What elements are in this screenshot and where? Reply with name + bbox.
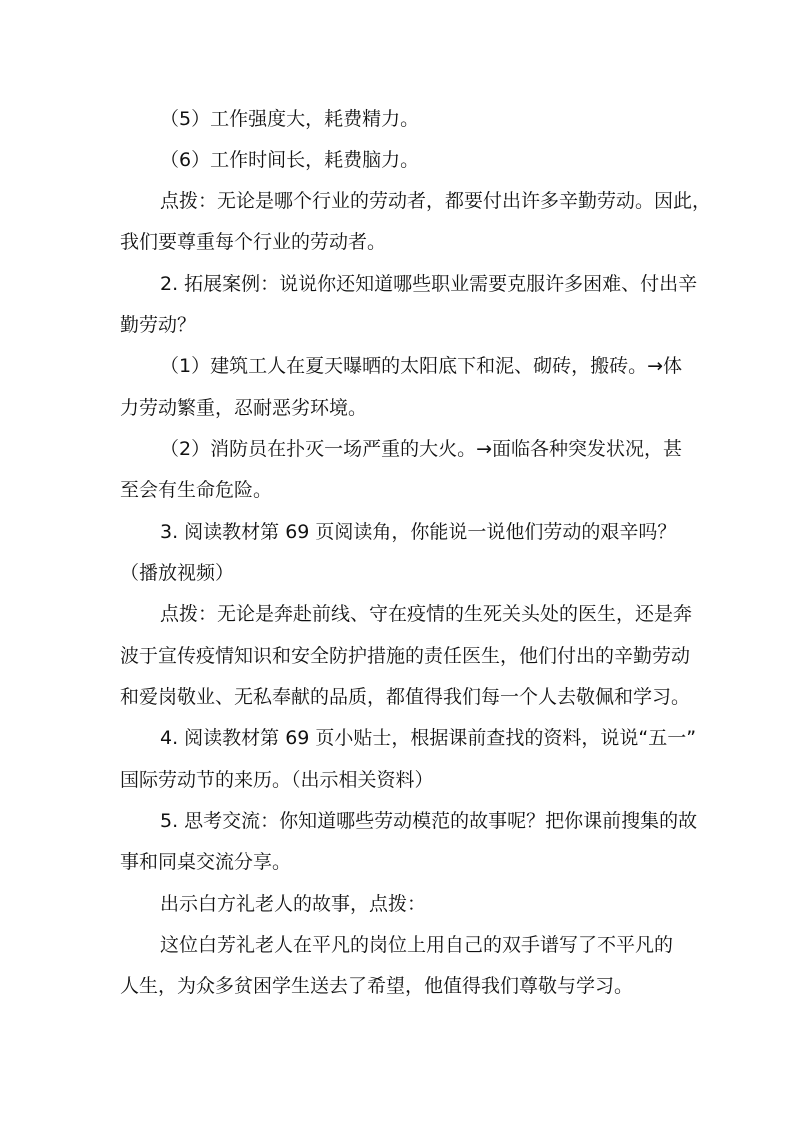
text-line: （6）工作时间长，耗费脑力。 <box>160 149 420 171</box>
text-line: （播放视频） <box>120 562 235 584</box>
text-line: 力劳动繁重，忍耐恶劣环境。 <box>120 397 368 419</box>
text-line: 我们要尊重每个行业的劳动者。 <box>120 231 387 253</box>
text-line: （5）工作强度大，耗费精力。 <box>160 108 420 130</box>
text-line: （2）消防员在扑灭一场严重的大火。→面临各种突发状况，甚 <box>160 438 683 460</box>
text-line: （1）建筑工人在夏天曝晒的太阳底下和泥、砌砖，搬砖。→体 <box>160 355 683 377</box>
text-line: 至会有生命危险。 <box>120 479 273 501</box>
text-line: 2. 拓展案例：说说你还知道哪些职业需要克服许多困难、付出辛 <box>160 273 698 295</box>
text-line: 5. 思考交流：你知道哪些劳动模范的故事呢？把你课前搜集的故 <box>160 810 698 832</box>
text-line: 4. 阅读教材第 69 页小贴士，根据课前查找的资料，说说“五一” <box>160 727 697 749</box>
text-line: 出示白方礼老人的故事，点拨： <box>160 893 427 915</box>
text-line: 波于宣传疫情知识和安全防护措施的责任医生，他们付出的辛勤劳动 <box>120 645 691 667</box>
text-line: 这位白芳礼老人在平凡的岗位上用自己的双手谱写了不平凡的 <box>160 934 674 956</box>
text-line: 国际劳动节的来历。（出示相关资料） <box>120 769 434 791</box>
text-line: 点拨：无论是哪个行业的劳动者，都要付出许多辛勤劳动。因此， <box>160 190 712 212</box>
text-line: 和爱岗敬业、无私奉献的品质，都值得我们每一个人去敬佩和学习。 <box>120 686 691 708</box>
text-line: 勤劳动？ <box>120 314 197 336</box>
text-line: 事和同桌交流分享。 <box>120 851 292 873</box>
text-line: 点拨：无论是奔赴前线、守在疫情的生死关头处的医生，还是奔 <box>160 603 693 625</box>
text-line: 人生，为众多贫困学生送去了希望，他值得我们尊敬与学习。 <box>120 975 634 997</box>
text-line: 3. 阅读教材第 69 页阅读角，你能说一说他们劳动的艰辛吗？ <box>160 521 677 543</box>
